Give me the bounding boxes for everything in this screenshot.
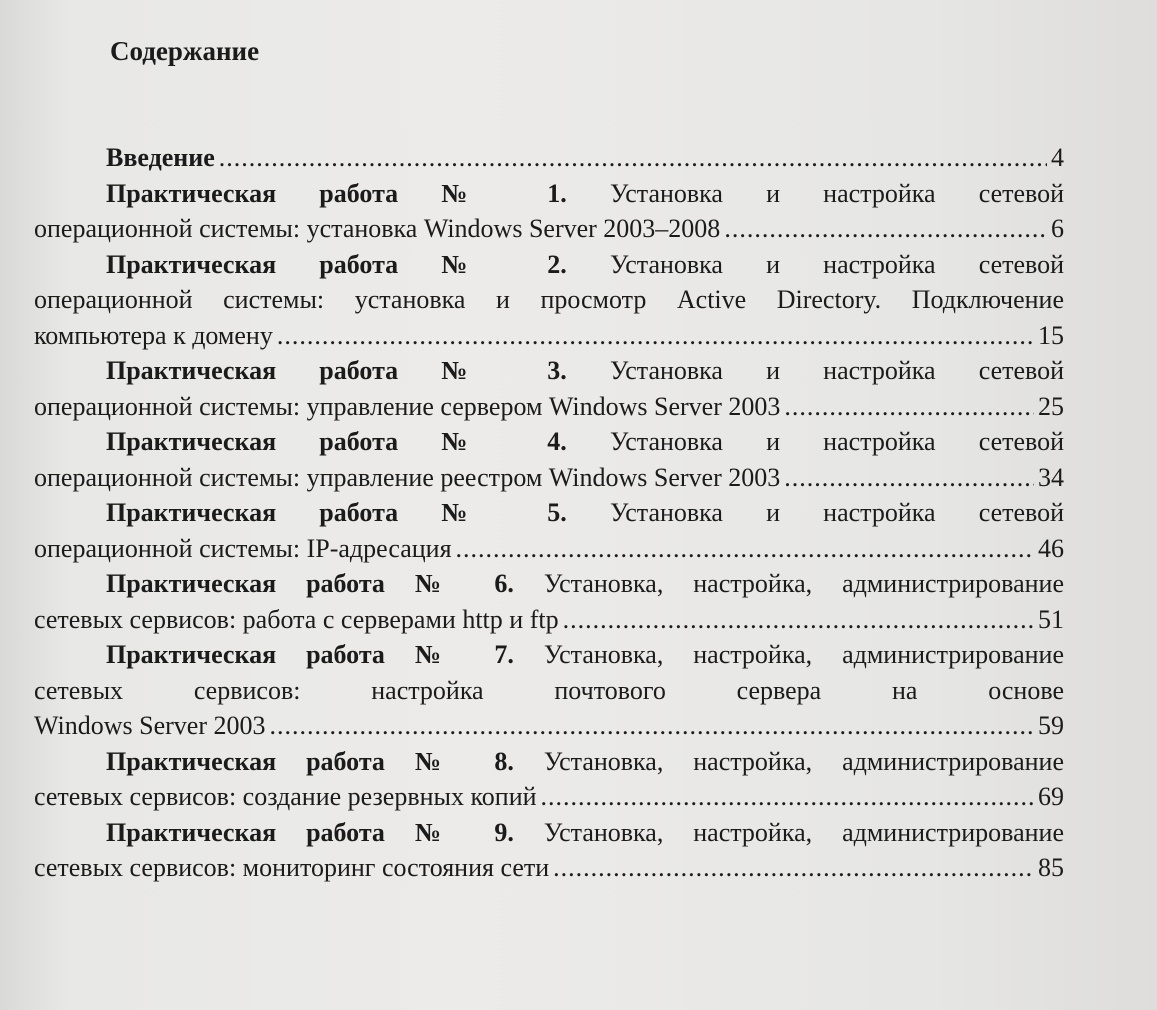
toc-page-number: 85 [1038,853,1064,882]
toc-entry-cont: компьютера к домену [34,320,273,350]
toc-entry-line [34,779,1064,815]
toc-entry-line [34,211,1064,247]
toc-entry-text: Установка, настройка, администрирование [543,569,1065,598]
toc-entry-text: Установка и настройка сетевой [609,178,1065,208]
dot-leader [724,211,1047,247]
dot-leader [563,602,1034,638]
toc-entry-3 [34,353,1064,424]
toc-entry-cont: Windows Server 2003 [34,711,266,740]
toc-entry-first-line [34,815,1064,851]
toc-entry-line [34,140,1064,176]
toc-entry-text: Установка, настройка, администрирование [543,640,1065,669]
toc-page-number: 25 [1038,391,1064,421]
dot-leader [784,460,1034,496]
toc-entry-line [34,531,1064,567]
toc-entry-text: Установка и настройка сетевой [609,427,1065,456]
toc-entry-4 [34,424,1064,495]
toc-entry-9 [34,815,1064,886]
toc-entry-text: Установка, настройка, администрирование [543,746,1065,776]
dot-leader [219,140,1047,176]
toc-entry-cont: операционной системы: IP-адресация [34,533,452,563]
toc-entry-line [34,318,1064,354]
toc-entry-line [34,460,1064,496]
dot-leader [456,531,1034,567]
toc-entry-label: Введение [106,143,215,172]
toc-entry-label: Практическая работа № 3. [106,356,567,385]
toc-entry-text: Установка, настройка, администрирование [543,817,1065,847]
dot-leader [269,708,1034,744]
toc-entry-label: Практическая работа № 2. [106,249,567,279]
toc-entry-cont: сетевых сервисов: мониторинг состояния сети [34,853,550,882]
dot-leader [277,318,1034,354]
toc-entry-line [34,850,1064,886]
toc-entry-text: Установка и настройка сетевой [609,498,1065,527]
toc-entry-text: Установка и настройка сетевой [609,249,1065,279]
toc-entry-cont: операционной системы: управление реестром Windows Server 2003 [34,462,781,492]
toc-entry-cont: сетевых сервисов: работа с серверами http и ftp [34,604,559,634]
toc-entry-mid-line: сетевых сервисов: настройка почтового сервера на основе [34,675,1064,705]
toc-entry-first-line [34,744,1064,780]
toc-entry-label: Практическая работа № 6. [106,569,514,598]
toc-entry-first-line [34,495,1064,531]
toc-entry-first-line [34,176,1064,212]
toc-entry-cont: операционной системы: установка Windows Server 2003–2008 [34,214,721,243]
toc-page-number: 6 [1051,214,1064,243]
toc-entry-label: Практическая работа № 1. [106,178,567,208]
toc-entry-first-line [34,353,1064,389]
toc-page-number: 46 [1038,533,1064,563]
toc-entry-8 [34,744,1064,815]
toc-page-number: 4 [1051,143,1064,172]
toc-entry-1 [34,176,1064,247]
toc-entry-line [34,602,1064,638]
toc-entry-label: Практическая работа № 9. [106,817,514,847]
toc-entry-6 [34,566,1064,637]
toc-page-number: 34 [1038,462,1064,492]
toc-entry-cont: сетевых сервисов: создание резервных копий [34,782,537,811]
toc-entry-first-line [34,637,1064,673]
table-of-contents [34,140,1064,886]
toc-entry-text: Установка и настройка сетевой [609,356,1065,385]
toc-entry-label: Практическая работа № 7. [106,640,514,669]
toc-entry-2 [34,247,1064,354]
toc-entry-first-line [34,566,1064,602]
toc-entry-line [34,708,1064,744]
toc-entry-intro [34,140,1064,176]
toc-entry-5 [34,495,1064,566]
toc-title: Содержание [110,36,260,66]
toc-entry-cont: операционной системы: управление сервером Windows Server 2003 [34,391,781,421]
toc-page-number: 51 [1038,604,1064,634]
toc-entry-first-line [34,247,1064,283]
dot-leader [553,850,1034,886]
toc-entry-7 [34,637,1064,744]
toc-entry-mid-line: операционной системы: установка и просмотр Active Directory. Подключение [34,285,1064,314]
toc-entry-line [34,389,1064,425]
toc-page-number: 15 [1038,320,1064,350]
toc-page-number: 69 [1038,782,1064,811]
dot-leader [541,779,1034,815]
toc-entry-label: Практическая работа № 5. [106,498,567,527]
toc-entry-label: Практическая работа № 4. [106,427,567,456]
toc-entry-label: Практическая работа № 8. [106,746,514,776]
toc-entry-first-line [34,424,1064,460]
toc-page-number: 59 [1038,711,1064,740]
dot-leader [784,389,1034,425]
